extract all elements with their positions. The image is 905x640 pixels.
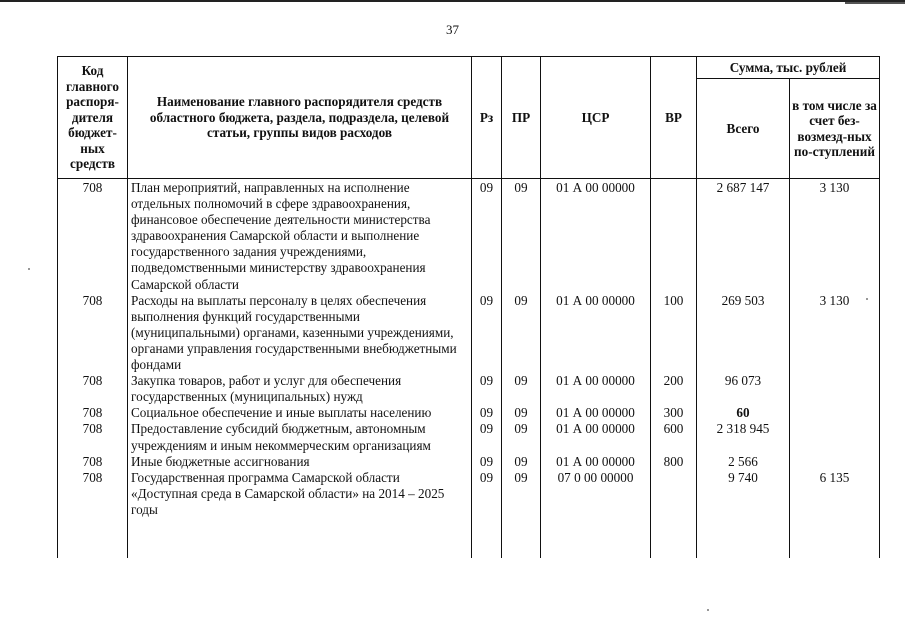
row-vr [651, 470, 697, 518]
row-code: 708 [58, 470, 128, 518]
row-name: Иные бюджетные ассигнования [128, 454, 472, 470]
row-csr: 01 А 00 00000 [541, 454, 651, 470]
row-total: 2 687 147 [697, 179, 790, 293]
row-csr: 01 А 00 00000 [541, 405, 651, 421]
header-incl: в том числе за счет без-возмезд-ных по-ступлений [790, 79, 880, 179]
row-incl: 6 135 [790, 470, 880, 518]
row-vr: 600 [651, 421, 697, 453]
scan-speck [707, 609, 709, 611]
scan-edge-line [0, 0, 905, 2]
row-rz: 09 [472, 293, 502, 373]
row-total: 96 073 [697, 373, 790, 405]
header-vr: ВР [651, 57, 697, 179]
row-pr: 09 [502, 470, 541, 518]
row-total: 9 740 [697, 470, 790, 518]
row-code: 708 [58, 373, 128, 405]
row-name: Расходы на выплаты персоналу в целях обеспечения выполнения функций государственными (муниципальными) органами, казенными учреждениями, органами управления государственными внебюджетными фондами [128, 293, 472, 373]
row-csr: 07 0 00 00000 [541, 470, 651, 518]
table-row [58, 405, 880, 421]
row-rz: 09 [472, 179, 502, 293]
table-row [58, 470, 880, 518]
row-vr: 200 [651, 373, 697, 405]
row-rz: 09 [472, 405, 502, 421]
row-incl [790, 373, 880, 405]
page-number: 37 [446, 22, 459, 37]
row-name: Социальное обеспечение и иные выплаты населению [128, 405, 472, 421]
table-row [58, 421, 880, 453]
row-csr: 01 А 00 00000 [541, 421, 651, 453]
table-row [58, 179, 880, 293]
header-pr: ПР [502, 57, 541, 179]
row-incl [790, 454, 880, 470]
row-name: Государственная программа Самарской области «Доступная среда в Самарской области» на 2014 – 2025 годы [128, 470, 472, 518]
row-code: 708 [58, 421, 128, 453]
header-name: Наименование главного распорядителя средств областного бюджета, раздела, подраздела, целевой статьи, группы видов расходов [128, 57, 472, 179]
scan-edge-line [845, 2, 905, 4]
header-total: Всего [697, 79, 790, 179]
row-vr: 800 [651, 454, 697, 470]
header-rz: Рз [472, 57, 502, 179]
header-sum-group: Сумма, тыс. рублей [697, 57, 880, 79]
row-csr: 01 А 00 00000 [541, 293, 651, 373]
row-vr: 300 [651, 405, 697, 421]
row-pr: 09 [502, 179, 541, 293]
row-total: 2 318 945 [697, 421, 790, 453]
table-row [58, 293, 880, 373]
scan-speck [28, 268, 30, 270]
row-vr: 100 [651, 293, 697, 373]
row-pr: 09 [502, 293, 541, 373]
row-total: 2 566 [697, 454, 790, 470]
header-code: Код главного распоря-дителя бюджет-ных средств [58, 57, 128, 179]
budget-table [57, 56, 880, 558]
row-rz: 09 [472, 421, 502, 453]
header-csr: ЦСР [541, 57, 651, 179]
table-row [58, 373, 880, 405]
row-csr: 01 А 00 00000 [541, 373, 651, 405]
row-pr: 09 [502, 405, 541, 421]
row-code: 708 [58, 454, 128, 470]
row-name: Закупка товаров, работ и услуг для обеспечения государственных (муниципальных) нужд [128, 373, 472, 405]
row-rz: 09 [472, 454, 502, 470]
row-code: 708 [58, 293, 128, 373]
row-incl [790, 421, 880, 453]
row-code: 708 [58, 179, 128, 293]
row-vr [651, 179, 697, 293]
row-rz: 09 [472, 470, 502, 518]
row-code: 708 [58, 405, 128, 421]
row-incl: 3 130 [790, 179, 880, 293]
table-row [58, 454, 880, 470]
row-name: План мероприятий, направленных на исполнение отдельных полномочий в сфере здравоохранения, финансовое обеспечение деятельности министерства здравоохранения Самарской области и выполнение государственного задания учреждениями, подведомственными министерству здравоохранения Самарской области [128, 179, 472, 293]
row-rz: 09 [472, 373, 502, 405]
row-csr: 01 А 00 00000 [541, 179, 651, 293]
row-incl [790, 405, 880, 421]
row-pr: 09 [502, 421, 541, 453]
row-total: 60 [697, 405, 790, 421]
row-pr: 09 [502, 454, 541, 470]
row-name: Предоставление субсидий бюджетным, автономным учреждениям и иным некоммерческим организациям [128, 421, 472, 453]
row-incl: 3 130 [790, 293, 880, 373]
row-pr: 09 [502, 373, 541, 405]
row-total: 269 503 [697, 293, 790, 373]
